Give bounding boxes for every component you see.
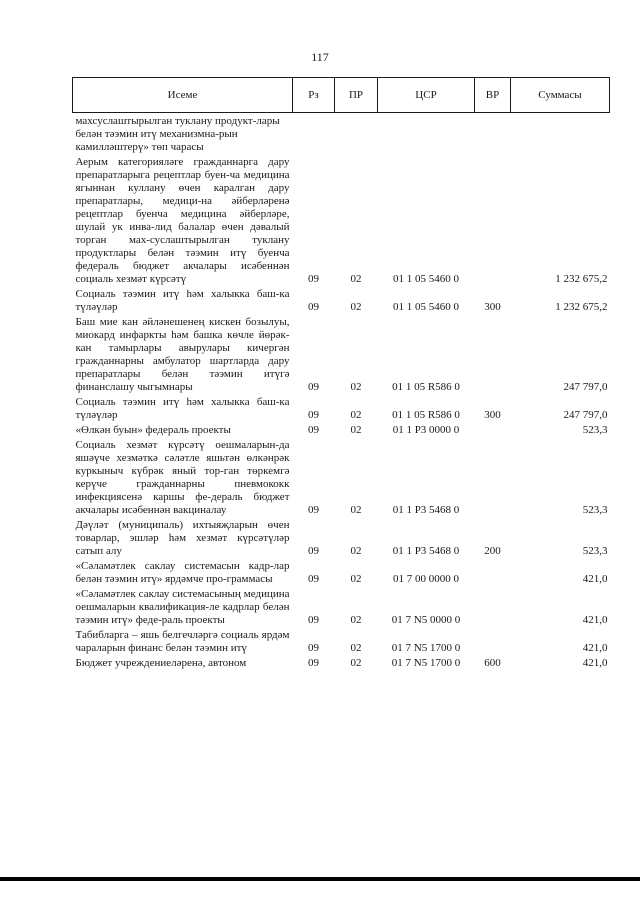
row-csr xyxy=(378,113,475,155)
row-csr: 01 1 P3 5468 0 xyxy=(392,545,460,557)
row-pr: 02 xyxy=(350,301,362,313)
row-pr: 02 xyxy=(350,614,362,626)
row-name: Табибларга – яшь белгечләргә социаль ярдәм чараларын финанс белән тәэмин итү xyxy=(75,629,290,654)
table-row xyxy=(73,286,610,314)
row-rz: 09 xyxy=(308,409,319,421)
row-vr: 600 xyxy=(484,657,501,669)
row-pr: 02 xyxy=(350,424,362,436)
row-sum: 523,3 xyxy=(582,424,608,436)
budget-table-container xyxy=(72,77,609,670)
row-vr: 300 xyxy=(484,301,501,313)
row-pr: 02 xyxy=(350,273,362,285)
row-vr xyxy=(475,154,511,286)
bottom-border-rule xyxy=(0,877,640,881)
row-csr: 01 1 05 R586 0 xyxy=(392,409,460,421)
row-sum xyxy=(511,113,610,155)
row-pr: 02 xyxy=(350,381,362,393)
row-pr: 02 xyxy=(350,545,362,557)
row-csr: 01 1 05 R586 0 xyxy=(392,381,460,393)
row-name: Социаль тәэмин итү һәм халыкка баш-ка түләүләр xyxy=(75,396,290,421)
row-pr: 02 xyxy=(350,642,362,654)
row-rz: 09 xyxy=(308,381,319,393)
row-csr: 01 7 N5 1700 0 xyxy=(391,642,461,654)
row-rz: 09 xyxy=(308,642,319,654)
row-name: Аерым категорияләге гражданнарга дару препаратларыга рецептлар буен-ча медицина ягыннан куллану өчен каралган дару препаратлары, медици-на әйберләренә рецептлар буенча медицина әйберләре, шулай ук инва-лид балалар өчен дәвалый торган мах-суслаштырылган туклану продуктлары белән тәэмин итү буенча федераль бюджет акчалары исәбеннән социаль хезмәт күрсәтү xyxy=(75,156,290,285)
row-csr: 01 7 00 0000 0 xyxy=(393,573,459,585)
row-pr xyxy=(335,113,378,155)
budget-table xyxy=(72,77,610,670)
table-row xyxy=(73,627,610,655)
table-row xyxy=(73,655,610,670)
table-row xyxy=(73,586,610,627)
row-sum: 421,0 xyxy=(582,614,608,626)
table-row xyxy=(73,422,610,437)
row-name: Бюджет учреждениеләренә, автоном xyxy=(75,657,247,669)
row-sum: 1 232 675,2 xyxy=(555,273,608,285)
header-name: Исеме xyxy=(73,78,293,113)
row-csr: 01 1 05 5460 0 xyxy=(393,301,459,313)
header-vr: ВР xyxy=(475,78,511,113)
row-name: махсуслаштырылган туклану продукт-лары белән тәэмин итү механизмна-рын камилләштерү» төп чарасы xyxy=(75,115,280,153)
row-name: Дәүләт (муниципаль) ихтыяҗларын өчен товарлар, эшләр һәм хезмәт күрсәтүләр сатып алу xyxy=(75,519,290,557)
row-rz: 09 xyxy=(308,301,319,313)
table-body xyxy=(73,113,610,671)
row-rz: 09 xyxy=(308,614,319,626)
table-row xyxy=(73,113,610,155)
row-vr xyxy=(475,558,511,586)
row-rz: 09 xyxy=(308,545,319,557)
table-row xyxy=(73,314,610,394)
row-pr: 02 xyxy=(350,657,362,669)
row-csr: 01 1 P3 0000 0 xyxy=(392,424,460,436)
row-sum: 523,3 xyxy=(582,545,608,557)
page-number: 117 xyxy=(311,50,329,64)
row-sum: 421,0 xyxy=(582,657,608,669)
row-name: Социаль тәэмин итү һәм халыкка баш-ка түләүләр xyxy=(75,288,290,313)
row-rz xyxy=(293,113,335,155)
row-pr: 02 xyxy=(350,573,362,585)
table-row xyxy=(73,517,610,558)
row-rz: 09 xyxy=(308,504,319,516)
row-rz: 09 xyxy=(308,273,319,285)
header-rz: Рз xyxy=(293,78,335,113)
row-csr: 01 1 P3 5468 0 xyxy=(392,504,460,516)
table-row xyxy=(73,154,610,286)
row-name: «Өлкән буын» федераль проекты xyxy=(75,424,231,436)
table-row xyxy=(73,437,610,517)
table-row xyxy=(73,394,610,422)
row-vr: 200 xyxy=(484,545,501,557)
row-sum: 421,0 xyxy=(582,642,608,654)
row-vr xyxy=(475,627,511,655)
row-csr: 01 7 N5 0000 0 xyxy=(391,614,461,626)
header-row xyxy=(73,78,610,113)
row-vr xyxy=(475,314,511,394)
row-pr: 02 xyxy=(350,409,362,421)
row-rz: 09 xyxy=(308,657,319,669)
row-vr xyxy=(475,113,511,155)
row-sum: 1 232 675,2 xyxy=(555,301,608,313)
row-name: Баш мие кан әйләнешенең кискен бозылуы, миокард инфаркты һәм башка көчле йөрәк-кан тамырлары авырулары кичергән гражданнарны амбулатор шартларда дару препаратлары белән тәэмин итүгә финанслашу чыгымнары xyxy=(75,316,290,393)
row-name: «Сәламәтлек саклау системасының медицина оешмаларын квалификация-ле кадрлар белән тәэмин итү» феде-раль проекты xyxy=(75,588,290,626)
header-csr: ЦСР xyxy=(378,78,475,113)
row-rz: 09 xyxy=(308,424,319,436)
row-name: «Сәламәтлек саклау системасын кадр-лар белән тәэмин итү» ярдәмче про-граммасы xyxy=(75,560,290,585)
table-row xyxy=(73,558,610,586)
row-name: Социаль хезмәт күрсәтү оешмаларын-да яшәүче хезмәткә сәләтле яшьтән өлкәнрәк куркыныч күбрәк яный тор-ган төркемгә керүче гражданнарны пневмококк инфекциясенә каршы фе-дераль бюджет акчалары исәбеннән вакциналау xyxy=(75,439,290,516)
row-rz: 09 xyxy=(308,573,319,585)
row-pr: 02 xyxy=(350,504,362,516)
row-vr: 300 xyxy=(484,409,501,421)
row-csr: 01 7 N5 1700 0 xyxy=(391,657,461,669)
row-vr xyxy=(475,422,511,437)
row-vr xyxy=(475,586,511,627)
row-sum: 421,0 xyxy=(582,573,608,585)
row-csr: 01 1 05 5460 0 xyxy=(393,273,459,285)
row-sum: 247 797,0 xyxy=(563,409,608,421)
row-sum: 247 797,0 xyxy=(563,381,608,393)
row-vr xyxy=(475,437,511,517)
header-sum: Суммасы xyxy=(511,78,610,113)
table-header xyxy=(73,78,610,113)
row-sum: 523,3 xyxy=(582,504,608,516)
header-pr: ПР xyxy=(335,78,378,113)
